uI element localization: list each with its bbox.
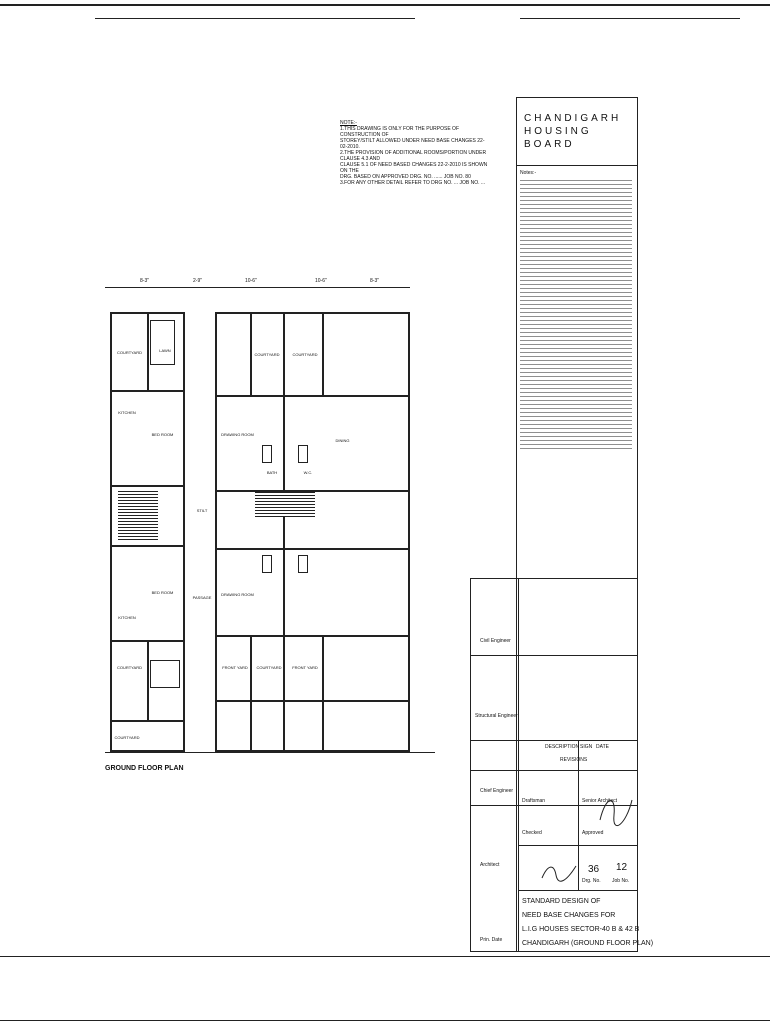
staircase bbox=[255, 492, 315, 517]
org-line2: HOUSING bbox=[524, 126, 592, 137]
sr-architect-label: Senior Architect bbox=[582, 798, 618, 804]
plan-title: GROUND FLOOR PLAN bbox=[105, 765, 184, 772]
dim-label: 8-3" bbox=[370, 278, 380, 284]
dim-label: 10-6" bbox=[315, 278, 327, 284]
org-name bbox=[524, 112, 621, 151]
room-label: BED ROOM bbox=[151, 432, 174, 437]
room-label: COURTYARD bbox=[292, 352, 318, 357]
bottom-border bbox=[0, 956, 770, 957]
revisions-col: DATE bbox=[596, 744, 609, 750]
wall bbox=[110, 545, 185, 547]
description-line: L.I.G HOUSES SECTOR-40 B & 42 B bbox=[522, 926, 640, 933]
wall bbox=[322, 635, 324, 752]
room-label: COURTYARD bbox=[114, 735, 140, 740]
plan-center-block bbox=[215, 312, 410, 752]
job-no-label: Job No. bbox=[612, 878, 630, 884]
tb-row-line bbox=[470, 655, 638, 656]
revisions-col: DESCRIPTION bbox=[545, 744, 580, 750]
room-label: FRONT YARD bbox=[292, 665, 318, 670]
org-line1: CHANDIGARH bbox=[524, 113, 622, 124]
revisions-col: SIGN bbox=[580, 744, 593, 750]
wall bbox=[147, 312, 149, 392]
note-line: 2.THE PROVISION OF ADDITIONAL ROOMS/PORTION UNDER CLAUSE 4.3 AND bbox=[340, 150, 487, 162]
org-divider bbox=[516, 165, 638, 166]
draftsman-label: Draftsman bbox=[522, 798, 546, 804]
fixture bbox=[298, 445, 308, 463]
tb-row-label: Chief Engineer bbox=[480, 788, 514, 794]
wall bbox=[215, 548, 410, 550]
fixture bbox=[298, 555, 308, 573]
description-line: STANDARD DESIGN OF bbox=[522, 898, 601, 905]
top-border bbox=[0, 4, 770, 6]
wall bbox=[110, 485, 185, 487]
room-label: DINING bbox=[335, 438, 350, 443]
note-line: 3.FOR ANY OTHER DETAIL REFER TO DRG NO. ... JOB NO. ... bbox=[340, 180, 486, 186]
fixture bbox=[262, 445, 272, 463]
dimension-line bbox=[105, 287, 410, 288]
wall bbox=[322, 312, 324, 397]
description-line: NEED BASE CHANGES FOR bbox=[522, 912, 616, 919]
room-label: LAWN bbox=[159, 348, 171, 353]
signature bbox=[596, 790, 636, 830]
drawing-description bbox=[522, 895, 653, 951]
tb-row-line bbox=[470, 740, 638, 741]
drawing-no-label: Drg. No. bbox=[582, 878, 601, 884]
wall bbox=[147, 640, 149, 720]
wall bbox=[215, 635, 410, 637]
notes-text-block bbox=[520, 180, 632, 450]
revisions-label: REVISIONS bbox=[560, 757, 588, 763]
room-label: COURTYARD bbox=[254, 352, 280, 357]
room-label: FRONT YARD bbox=[222, 665, 248, 670]
note-line: DRG. BASED ON APPROVED DRG. NO. ...... JOB NO. 80 bbox=[340, 174, 471, 180]
staircase bbox=[118, 490, 158, 540]
room-label: BATH bbox=[266, 470, 278, 475]
checked-label: Checked bbox=[522, 830, 542, 836]
wall bbox=[215, 395, 410, 397]
signature bbox=[540, 860, 580, 885]
fixture bbox=[262, 555, 272, 573]
top-rule-right bbox=[520, 18, 740, 19]
dim-label: 2-9" bbox=[193, 278, 203, 284]
room-label: COURTYARD bbox=[117, 350, 142, 355]
room-label: BED ROOM bbox=[151, 590, 174, 595]
description-line: CHANDIGARH (GROUND FLOOR PLAN) bbox=[522, 940, 654, 947]
tb-row-label: Structural Engineer bbox=[475, 713, 518, 719]
room-label: DRAWING ROOM bbox=[221, 592, 254, 597]
wall bbox=[283, 312, 285, 752]
note-heading: NOTE:- bbox=[340, 120, 357, 126]
top-rule bbox=[95, 18, 415, 19]
note-line: STOREY/STILT ALLOWED UNDER NEED BASE CHANGES 22-02-2010. bbox=[340, 138, 485, 150]
note-block bbox=[340, 120, 490, 186]
room-label: W.C. bbox=[303, 470, 313, 475]
dim-label: 10-6" bbox=[245, 278, 257, 284]
wall bbox=[110, 720, 185, 722]
room-label: DRAWING ROOM bbox=[221, 432, 254, 437]
dim-label: 8-3" bbox=[140, 278, 150, 284]
tb-row-label: Prin. Date bbox=[480, 937, 503, 943]
approved-label: Approved bbox=[582, 830, 604, 836]
room-label: KITCHEN bbox=[118, 410, 136, 415]
room-label: KITCHEN bbox=[118, 615, 136, 620]
room-label: COURTYARD bbox=[117, 665, 142, 670]
fixture bbox=[150, 320, 175, 365]
tb-row-label: Architect bbox=[480, 862, 500, 868]
org-line3: BOARD bbox=[524, 139, 575, 150]
job-no: 12 bbox=[616, 862, 628, 873]
wall bbox=[215, 700, 410, 702]
notes-heading: Notes:- bbox=[520, 170, 537, 176]
fixture bbox=[150, 660, 180, 688]
wall bbox=[250, 635, 252, 752]
tb-vertical bbox=[518, 578, 519, 952]
bottom-border-2 bbox=[0, 1020, 770, 1021]
note-line: 1.THIS DRAWING IS ONLY FOR THE PURPOSE OF CONSTRUCTION OF bbox=[340, 126, 459, 138]
room-label: PASSAGE bbox=[192, 595, 212, 600]
drawing-no: 36 bbox=[588, 864, 600, 875]
room-label: COURTYARD bbox=[256, 665, 282, 670]
note-line: CLAUSE 5.1 OF NEED BASED CHANGES 22-2-2010 IS SHOWN ON THE bbox=[340, 162, 488, 174]
room-label: STILT bbox=[196, 508, 208, 513]
bottom-dimension-line bbox=[105, 752, 435, 753]
tb-row-line bbox=[470, 770, 638, 771]
tb-row-line bbox=[518, 890, 638, 891]
tb-row-label: Civil Engineer bbox=[480, 638, 511, 644]
